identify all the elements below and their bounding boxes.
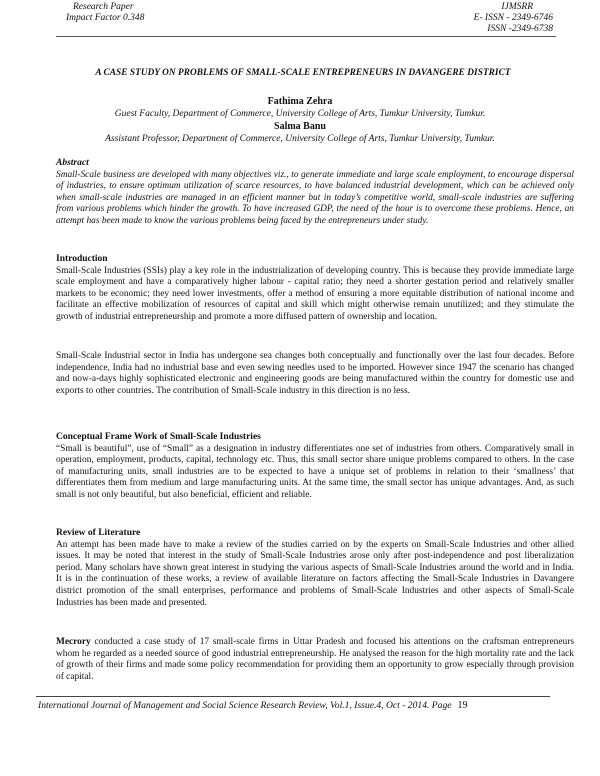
conceptual-section xyxy=(56,432,574,502)
header-impact-factor: Impact Factor 0.348 xyxy=(66,13,145,23)
abstract-section xyxy=(56,158,574,228)
review-paragraph-2 xyxy=(56,637,574,683)
introduction-heading: Introduction xyxy=(56,254,108,264)
author-block-1 xyxy=(0,96,600,120)
header-journal-code: IJMSRR xyxy=(501,2,533,12)
author-block-2 xyxy=(0,121,600,145)
footer xyxy=(38,700,468,711)
abstract-text: Small-Scale business are developed with many objectives viz., to generate immediate and large scale employment, to encourage dispersal of industries, to ensure optimum utilization of scarce resources, to have balanced industrial development, which can be achieved only when small-scale industries are managed in an efficient manner but in today’s competitive world, small-scale industries are suffering from various problems which hinder the growth. To have increased GDP, the need of the hour is to overcome these problems. Hence, an attempt has been made to know the various problems being faced by the entrepreneurs under study. xyxy=(56,169,574,226)
review-paragraph-1: An attempt has been made have to make a review of the studies carried on by the experts on Small-Scale Industries and other allied issues. It may be noted that interest in the study of Small-Scale Industries arose only after post-independence and post liberalization period. Many scholars have shown great interest in studying the various aspects of Small-Scale Industries around the world and in India. It is in the continuation of these works, a review of available literature on factors affecting the Small-Scale Industries in Davangere district promotion of the small enterprises, performance and problems of Small-Scale Industries and other aspects of Small-Scale Industries has been made and presented. xyxy=(56,539,574,608)
header-left xyxy=(66,2,144,24)
footer-divider xyxy=(36,696,550,697)
introduction-paragraph-2: Small-Scale Industrial sector in India has undergone sea changes both conceptually and functionally over the last four decades. Before independence, India had no industrial base and even sewing needles used to be imported. However since 1947 the scenario has changed and now-a-days highly sophisticated electronic and engineering goods are being manufactured within the country for domestic use and exports to other countries. The contribution of Small-Scale industry in this direction is no less. xyxy=(56,351,574,396)
header-right xyxy=(474,2,553,35)
header-eissn: E- ISSN - 2349-6746 xyxy=(473,13,553,23)
conceptual-heading: Conceptual Frame Work of Small-Scale Industries xyxy=(56,432,261,442)
header-divider xyxy=(56,36,556,37)
footer-page-number: 19 xyxy=(457,700,468,711)
conceptual-paragraph: “Small is beautiful”, use of “Small” as a designation in industry differentiates one set of industries from others. Comparatively small in operation, employment, products, capital, technology etc. Thus, this small sector share unique problems compared to others. In the case of manufacturing units, small industries are to be expected to have a unique set of problems in relation to their ‘smallness’ that differentiates them from medium and large manufacturing units. At the same time, the small sector has unique advantages. And, as such small is not only beautiful, but also beneficial, efficient and reliable. xyxy=(56,443,574,500)
introduction-paragraph-1: Small-Scale Industries (SSIs) play a key role in the industrialization of developing country. This is because they provide immediate large scale employment and have a comparatively higher labour - capital ratio; they need a shorter gestation period and relatively smaller markets to be economic; they need lower investments, offer a method of ensuring a more equitable distribution of national income and facilitate an effective mobilization of resources of capital and skill which might otherwise remain unutilized; and they stimulate the growth of industrial entrepreneurship and promote a more diffused pattern of ownership and location. xyxy=(56,265,574,322)
review-section-2 xyxy=(56,637,574,683)
footer-journal-citation: International Journal of Management and Social Science Research Review, Vol.1, Issue.4, Oct - 2014. Page xyxy=(38,700,452,711)
author-affiliation: Guest Faculty, Department of Commerce, University College of Arts, Tumkur University, Tumkur. xyxy=(114,109,486,119)
author-affiliation: Assistant Professor, Department of Commerce, University College of Arts, Tumkur University, Tumkur. xyxy=(105,134,495,144)
author-name: Salma Banu xyxy=(274,121,326,132)
review-paragraph-2-text: conducted a case study of 17 small-scale firms in Uttar Pradesh and focused his attentions on the craftsman entrepreneurs whom he regarded as a needed source of good industrial entrepreneurship. He analysed the reason for the high mortality rate and the lack of growth of their firms and made some policy recommendation for providing them an opportunity to grow especially through provision of capital. xyxy=(56,637,574,682)
paper-title: A CASE STUDY ON PROBLEMS OF SMALL-SCALE ENTREPRENEURS IN DAVANGERE DISTRICT xyxy=(95,68,511,78)
introduction-section xyxy=(56,254,574,324)
review-author-lead: Mecrory xyxy=(56,637,91,647)
author-name: Fathima Zehra xyxy=(267,96,333,107)
abstract-heading: Abstract xyxy=(56,158,89,168)
header-issn: ISSN -2349-6738 xyxy=(487,24,553,34)
review-heading: Review of Literature xyxy=(56,528,141,538)
review-section xyxy=(56,528,574,609)
introduction-section-2 xyxy=(56,351,574,397)
header-paper-type: Research Paper xyxy=(73,2,134,12)
